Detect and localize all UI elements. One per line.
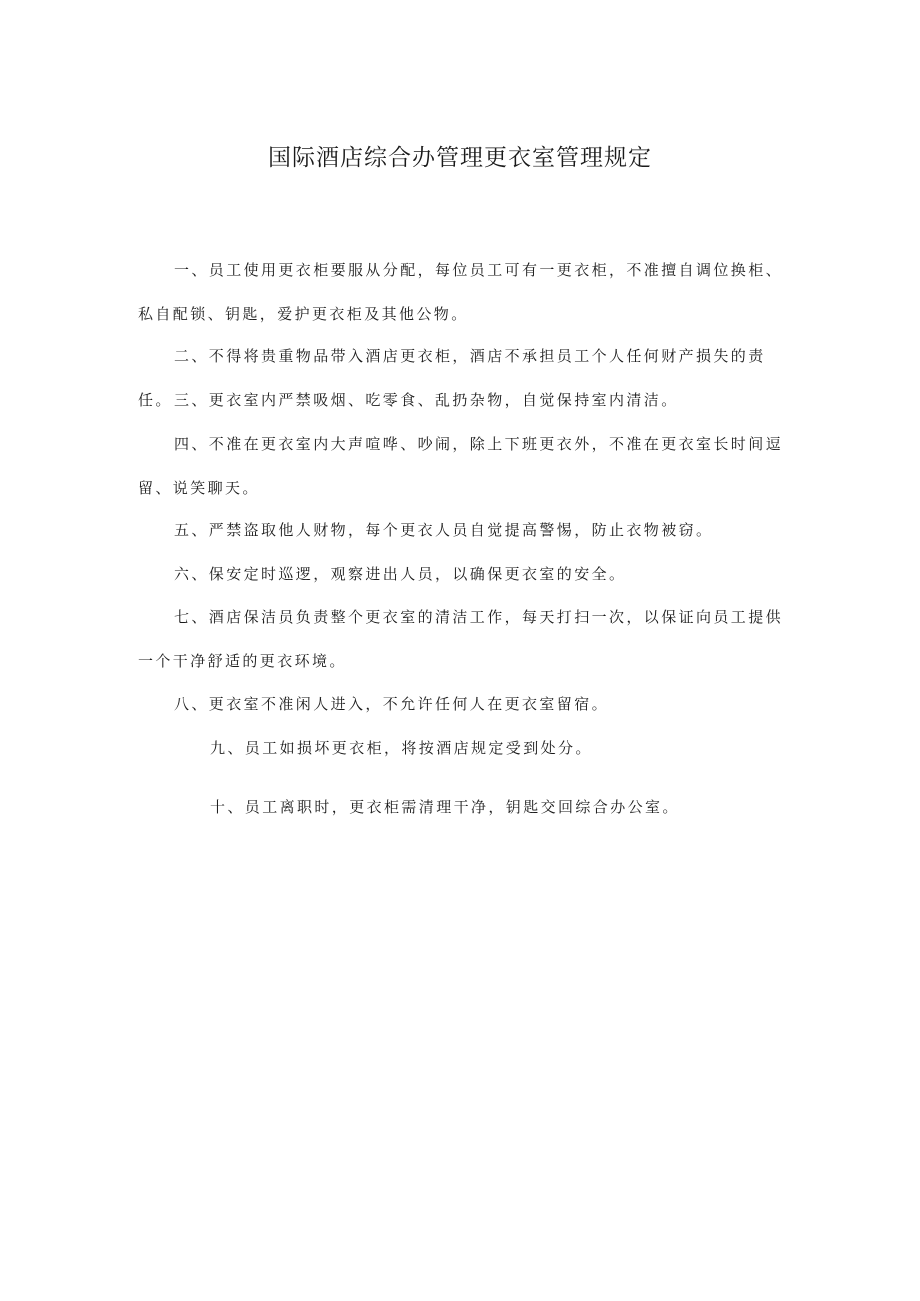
rule-paragraph-2: 二、不得将贵重物品带入酒店更衣柜，酒店不承担员工个人任何财产损失的责任。	[138, 347, 766, 409]
rule-paragraph-3: 三、更衣室内严禁吸烟、吃零食、乱扔杂物，自觉保持室内清洁。	[174, 391, 679, 409]
rule-paragraph-6: 六、保安定时巡逻，观察进出人员，以确保更衣室的安全。	[174, 565, 627, 583]
rule-paragraph-7: 七、酒店保洁员负责整个更衣室的清洁工作，每天打扫一次，以保证向员工提供一个干净舒适的更衣环境。	[138, 608, 784, 670]
rule-paragraph-9: 九、员工如损坏更衣柜，将按酒店规定受到处分。	[210, 739, 593, 757]
rule-paragraph-5: 五、严禁盗取他人财物，每个更衣人员自觉提高警惕，防止衣物被窃。	[174, 521, 714, 539]
document-title: 国际酒店综合办管理更衣室管理规定	[268, 145, 652, 171]
rule-paragraph-10: 十、员工离职时，更衣柜需清理干净，钥匙交回综合办公室。	[210, 798, 680, 816]
rule-paragraph-4: 四、不准在更衣室内大声喧哗、吵闹，除上下班更衣外，不准在更衣室长时间逗留、说笑聊天。	[138, 435, 784, 497]
rule-paragraph-1: 一、员工使用更衣柜要服从分配，每位员工可有一更衣柜，不准擅自调位换柜、私自配锁、钥匙，爱护更衣柜及其他公物。	[138, 261, 784, 323]
rule-paragraph-8: 八、更衣室不准闲人进入，不允许任何人在更衣室留宿。	[174, 695, 610, 713]
